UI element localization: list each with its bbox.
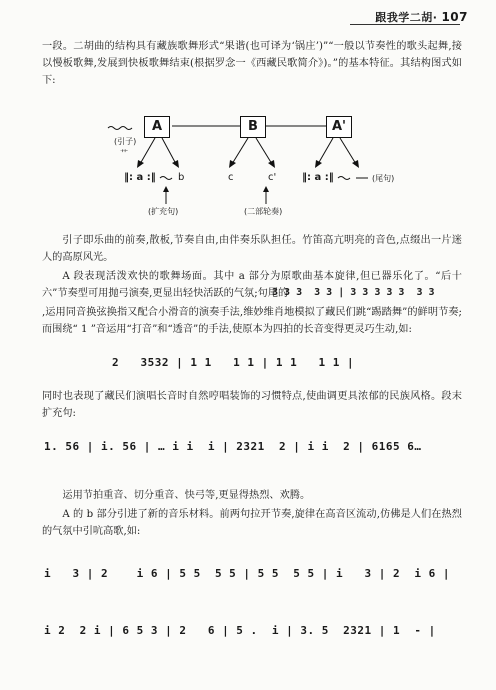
arrow-a2-right: [340, 138, 356, 164]
arrowhead-expansion: [163, 186, 169, 192]
paragraph-structure-intro: 一段。二胡曲的结构具有藏族歌舞形式“果谐(也可译为‘锅庄’)”“一般以节奏性的歌头起舞,接以慢板歌舞,发展到快板歌舞结束(根据罗念一《西藏民歌简介》)。”的基本特征。其结构图式如下:: [42, 41, 462, 86]
structure-diagram: [0, 110, 496, 230]
arrowhead-b-left: [229, 160, 236, 168]
repeat-a-left: ‖: a :‖: [124, 172, 156, 183]
repeat-a-right: ‖: a :‖: [302, 172, 334, 183]
section-box-a: A: [144, 116, 170, 138]
arrowhead-a2-left: [315, 160, 322, 168]
arrowhead-a2-right: [352, 160, 359, 168]
inline-rhythm-notation: 3 3 3 3 3 | 3 3 3 3 3 3 3: [272, 287, 435, 298]
notation-line-4: i 2 2 i | 6 5 3 | 2 6 | 5 . i | 3. 5 2321 | 1 - |: [44, 624, 436, 637]
section-box-b: B: [240, 116, 266, 138]
paragraph-intro-description: 引子即乐曲的前奏,散板,节奏自由,由伴奏乐队担任。竹笛高亢明亮的音色,点缀出一片迷人的高原风光。: [42, 235, 462, 263]
paragraph-section-a-part2: ,运用同音换弦换指又配合小滑音的演奏手法,维妙维肖地模拟了藏民们跳“踢踏舞”的鲜明节奏;而围绕“ 1 ”音运用“打音”和“透音”的手法,使原本为四拍的长音变得更灵巧生动,如:: [42, 307, 462, 335]
paragraph-section-b: A 的 b 部分引进了新的音乐材料。前两句拉开节奏,旋律在高音区流动,仿佛是人们在热烈的气氛中引吭高歌,如:: [42, 509, 462, 537]
part-c-prime-label: c': [268, 172, 277, 183]
wave-after-a2: [338, 177, 350, 180]
arrow-a-right: [162, 138, 176, 164]
header-rule: [350, 24, 460, 25]
arrowhead-a-left: [137, 160, 144, 168]
running-title: 跟我学二胡·: [375, 11, 438, 24]
notation-line-2: 1. 56 | i. 56 | … i i i | 2321 2 | i i 2 | 6165 6…: [44, 440, 422, 453]
expansion-label: (扩充句): [148, 207, 179, 216]
arrowhead-a-right: [172, 160, 179, 168]
arrowhead-second-part: [263, 186, 269, 192]
intro-wave-line: [108, 127, 132, 130]
page-header: [375, 9, 468, 25]
paragraph-accents: 运用节拍重音、切分重音、快弓等,更显得热烈、欢腾。: [62, 490, 311, 501]
part-c-label: c: [228, 172, 234, 183]
intro-sub-label: 艹: [120, 149, 128, 158]
intro-label: (引子): [114, 137, 137, 146]
paragraph-section-a-part1: A 段表现活泼欢快的歌舞场面。其中 a 部分为原歌曲基本旋律,但已器乐化了。“后十六”节奏型可用抛弓演奏,更显出轻快活跃的气氛;句尾的: [42, 271, 462, 299]
page-number: 107: [441, 10, 468, 24]
coda-label: (尾句): [372, 174, 395, 183]
notation-line-3: i 3 | 2 i 6 | 5 5 5 5 | 5 5 5 5 | i 3 | 2 i 6 |: [44, 567, 450, 580]
second-part-label: (二部轮奏): [244, 207, 283, 216]
arrow-b-right: [256, 138, 272, 164]
arrow-a-left: [140, 138, 155, 164]
notation-line-1: 2 3532 | 1 1 1 1 | 1 1 1 1 |: [112, 356, 355, 369]
part-b-label: b: [178, 172, 185, 183]
arrow-a2-left: [318, 138, 333, 164]
arrowhead-b-right: [268, 160, 275, 168]
arrow-b-left: [232, 138, 248, 164]
section-box-a-prime: A': [326, 116, 352, 138]
wave-after-a: [160, 177, 172, 180]
paragraph-vocal-style: 同时也表现了藏民们演唱长音时自然哼唱装饰的习惯特点,使曲调更具浓郁的民族风格。段末扩充句:: [42, 391, 462, 419]
